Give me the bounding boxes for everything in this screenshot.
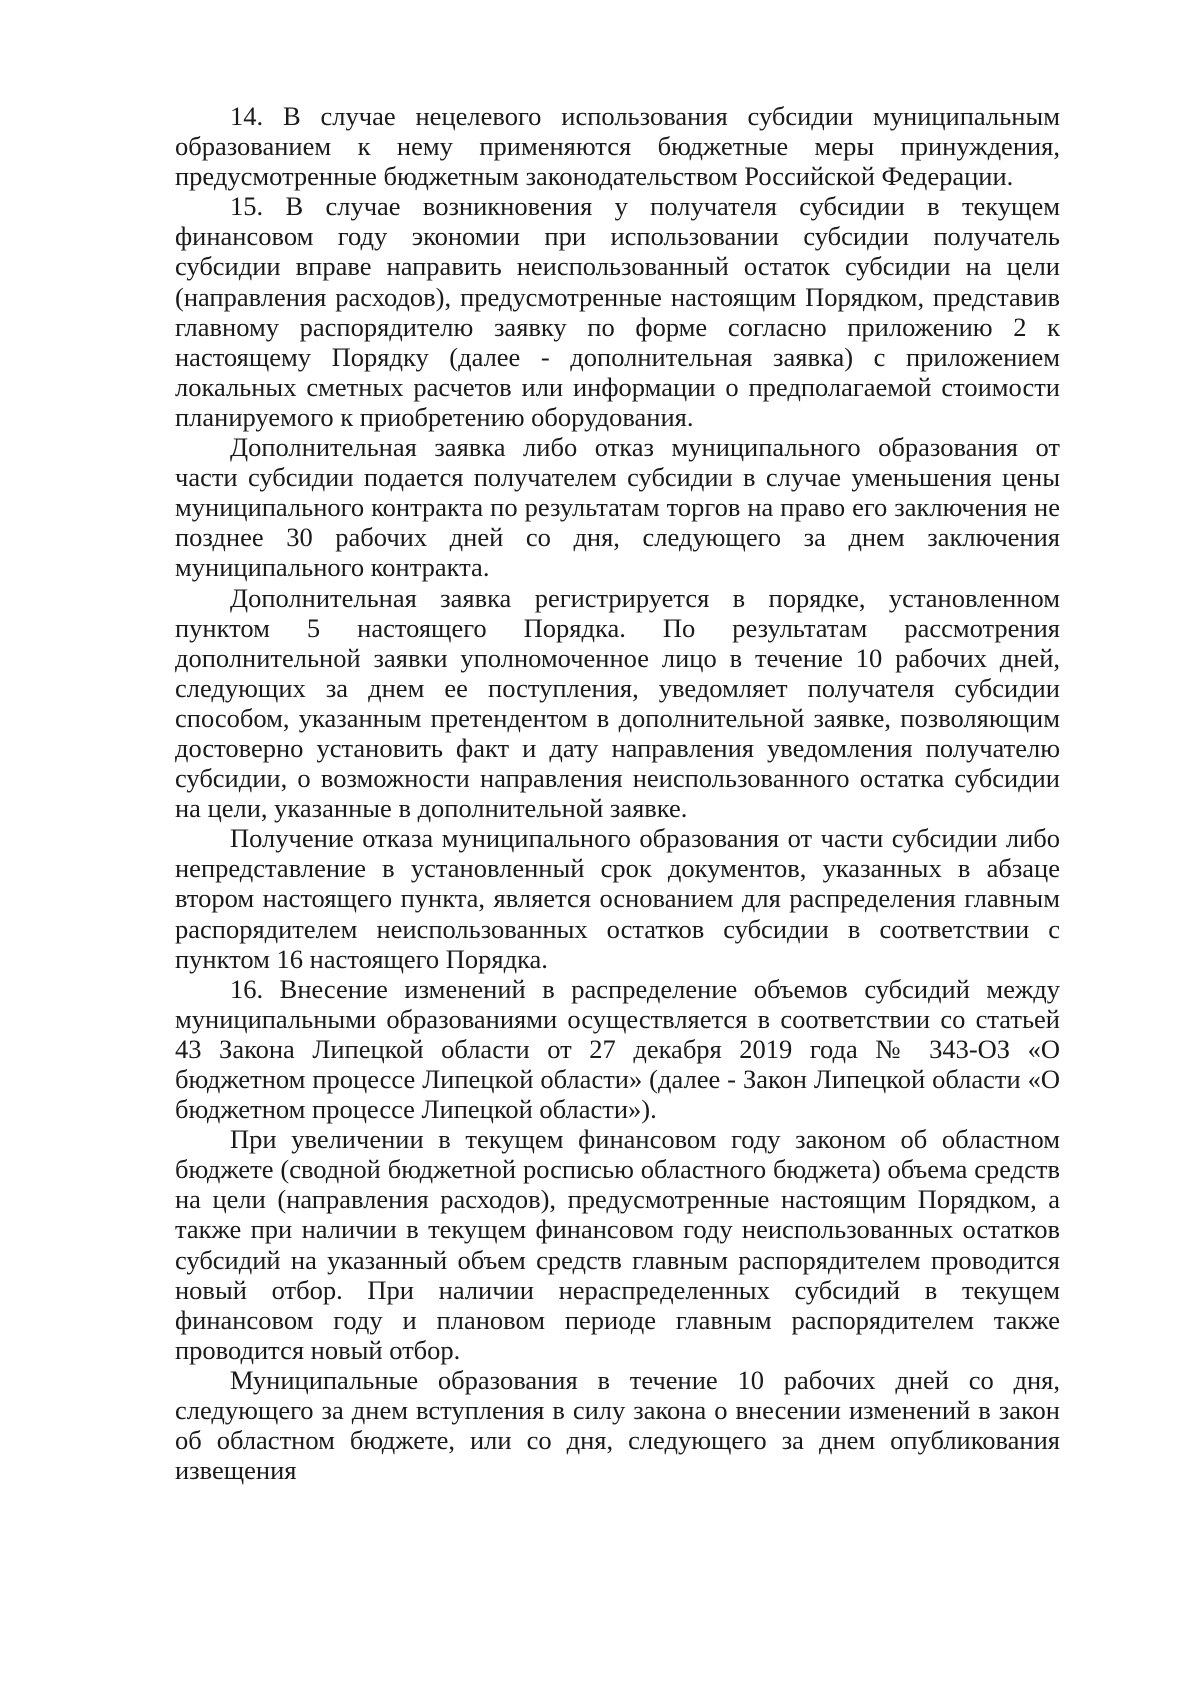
paragraph-municipal-formations: Муниципальные образования в течение 10 рабочих дней со дня, следующего за днем вступления в силу закона о внесении изменений в закон об областном бюджете, или со дня, следующего за днем опубликования извещения	[175, 1364, 1060, 1486]
paragraph-clause-16: 16. Внесение изменений в распределение объемов субсидий между муниципальными образованиями осуществляется в соответствии со статьей 43 Закона Липецкой области от 27 декабря 2019 года № 343-ОЗ «О бюджетном процессе Липецкой области» (далее - Закон Липецкой области «О бюджетном процессе Липецкой области»).	[175, 973, 1060, 1125]
paragraph-new-selection: При увеличении в текущем финансовом году законом об областном бюджете (сводной бюджетной росписью областного бюджета) объема средств на цели (направления расходов), предусмотренные настоящим Порядком, а также при наличии в текущем финансовом году неиспользованных остатков субсидий на указанный объем средств главным распорядителем проводится новый отбор. При наличии нераспределенных субсидий в текущем финансовом году и плановом периоде главным распорядителем также проводится новый отбор.	[175, 1124, 1060, 1365]
paragraph-clause-14: 14. В случае нецелевого использования субсидии муниципальным образованием к нему применяются бюджетные меры принуждения, предусмотренные бюджетным законодательством Российской Федерации.	[175, 101, 1060, 192]
paragraph-clause-15: 15. В случае возникновения у получателя субсидии в текущем финансовом году экономии при использовании субсидии получатель субсидии вправе направить неиспользованный остаток субсидии на цели (направления расходов), предусмотренные настоящим Порядком, представив главному распорядителю заявку по форме согласно приложению 2 к настоящему Порядку (далее - дополнительная заявка) с приложением локальных сметных расчетов или информации о предполагаемой стоимости планируемого к приобретению оборудования.	[175, 191, 1060, 432]
document-page	[175, 101, 1060, 1485]
paragraph-additional-request: Дополнительная заявка либо отказ муниципального образования от части субсидии подается получателем субсидии в случае уменьшения цены муниципального контракта по результатам торгов на право его заключения не позднее 30 рабочих дней со дня, следующего за днем заключения муниципального контракта.	[175, 432, 1060, 583]
paragraph-refusal: Получение отказа муниципального образования от части субсидии либо непредставление в установленный срок документов, указанных в абзаце втором настоящего пункта, является основанием для распределения главным распорядителем неиспользованных остатков субсидии в соответствии с пунктом 16 настоящего Порядка.	[175, 823, 1060, 974]
paragraph-request-registration: Дополнительная заявка регистрируется в порядке, установленном пунктом 5 настоящего Порядка. По результатам рассмотрения дополнительной заявки уполномоченное лицо в течение 10 рабочих дней, следующих за днем ее поступления, уведомляет получателя субсидии способом, указанным претендентом в дополнительной заявке, позволяющим достоверно установить факт и дату направления уведомления получателю субсидии, о возможности направления неиспользованного остатка субсидии на цели, указанные в дополнительной заявке.	[175, 582, 1060, 824]
